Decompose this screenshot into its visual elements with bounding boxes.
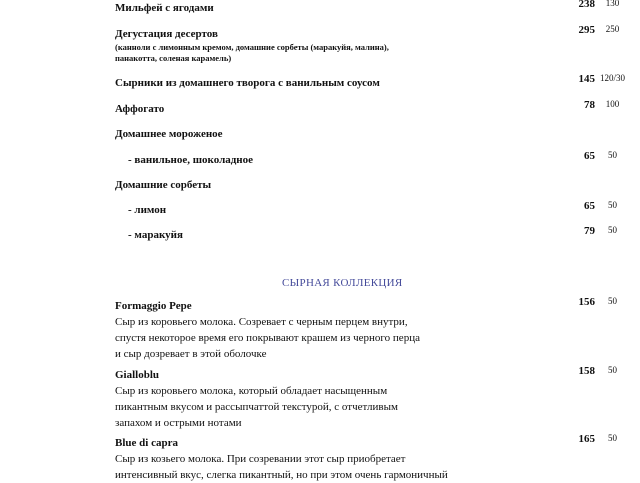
menu-item-millefeuille	[115, 0, 620, 16]
menu-item-gialloblu	[115, 365, 617, 431]
item-price: 79	[584, 225, 595, 237]
item-description: спустя некоторое время его покрывают крашем из черного перца	[115, 332, 420, 344]
item-weight: 50	[608, 200, 617, 210]
item-description: Сыр из коровьего молока, который обладает насыщенным	[115, 385, 388, 397]
item-name: Gialloblu	[115, 369, 160, 381]
item-price: 238	[578, 0, 595, 10]
menu-item-blue-di-capra	[115, 433, 617, 483]
item-weight: 120/30	[599, 73, 625, 83]
item-price: 78	[584, 99, 595, 111]
item-subtitle: панакотта, соленая карамель)	[115, 53, 232, 63]
item-weight: 130	[605, 0, 620, 8]
item-weight: 250	[605, 24, 620, 34]
item-description: пикантным вкусом и рассыпчаттой текстурой, с отчетливым	[115, 401, 398, 413]
item-name: Аффогато	[115, 103, 165, 115]
item-weight: 100	[605, 99, 620, 109]
item-price: 158	[578, 365, 595, 377]
item-weight: 50	[608, 150, 617, 160]
menu-item-sorbet-header	[115, 175, 595, 193]
item-description: и сыр дозревает в этой оболочке	[115, 348, 267, 360]
item-name: Сырники из домашнего творога с ванильным соусом	[115, 77, 380, 89]
item-name: - лимон	[128, 204, 167, 216]
item-weight: 50	[608, 225, 617, 235]
item-name: Formaggio Pepe	[115, 300, 192, 312]
item-description: запахом и острыми нотами	[115, 417, 242, 429]
item-price: 145	[578, 73, 595, 85]
item-description: Сыр из козьего молока. При созревании этот сыр приобретает	[115, 453, 406, 465]
menu-item-sorbet-passionfruit	[115, 225, 617, 243]
menu-item-sorbet-lemon	[115, 200, 617, 218]
item-description: Сыр из коровьего молока. Созревает с черным перцем внутри,	[115, 316, 408, 328]
item-name: Мильфей с ягодами	[115, 2, 214, 14]
item-price: 65	[584, 150, 595, 162]
menu-item-dessert-tasting	[115, 24, 620, 64]
menu-item-formaggio-pepe	[115, 296, 617, 362]
item-name: Домашние сорбеты	[115, 179, 212, 191]
item-description: интенсивный вкус, слегка пикантный, но при этом очень гармоничный	[115, 469, 448, 481]
item-price: 65	[584, 200, 595, 212]
item-weight: 50	[608, 365, 617, 375]
item-name: - маракуйя	[128, 229, 183, 241]
item-name: Blue di capra	[115, 437, 178, 449]
item-price: 156	[578, 296, 595, 308]
item-name: Дегустация десертов	[115, 28, 218, 40]
item-subtitle: (канноли с лимонным кремом, домашние сорбеты (маракуйя, малина),	[115, 42, 389, 52]
item-price: 295	[578, 24, 595, 36]
item-name: - ванильное, шоколадное	[128, 154, 254, 166]
item-weight: 50	[608, 433, 617, 443]
menu-item-syrniki	[115, 73, 625, 91]
item-weight: 50	[608, 296, 617, 306]
menu-item-affogato	[115, 99, 620, 117]
menu-item-icecream-vanilla	[115, 150, 617, 168]
menu-item-icecream-header	[115, 124, 595, 142]
section-title-cheese: СЫРНАЯ КОЛЛЕКЦИЯ	[282, 277, 403, 289]
item-name: Домашнее мороженое	[115, 128, 223, 140]
item-price: 165	[578, 433, 595, 445]
